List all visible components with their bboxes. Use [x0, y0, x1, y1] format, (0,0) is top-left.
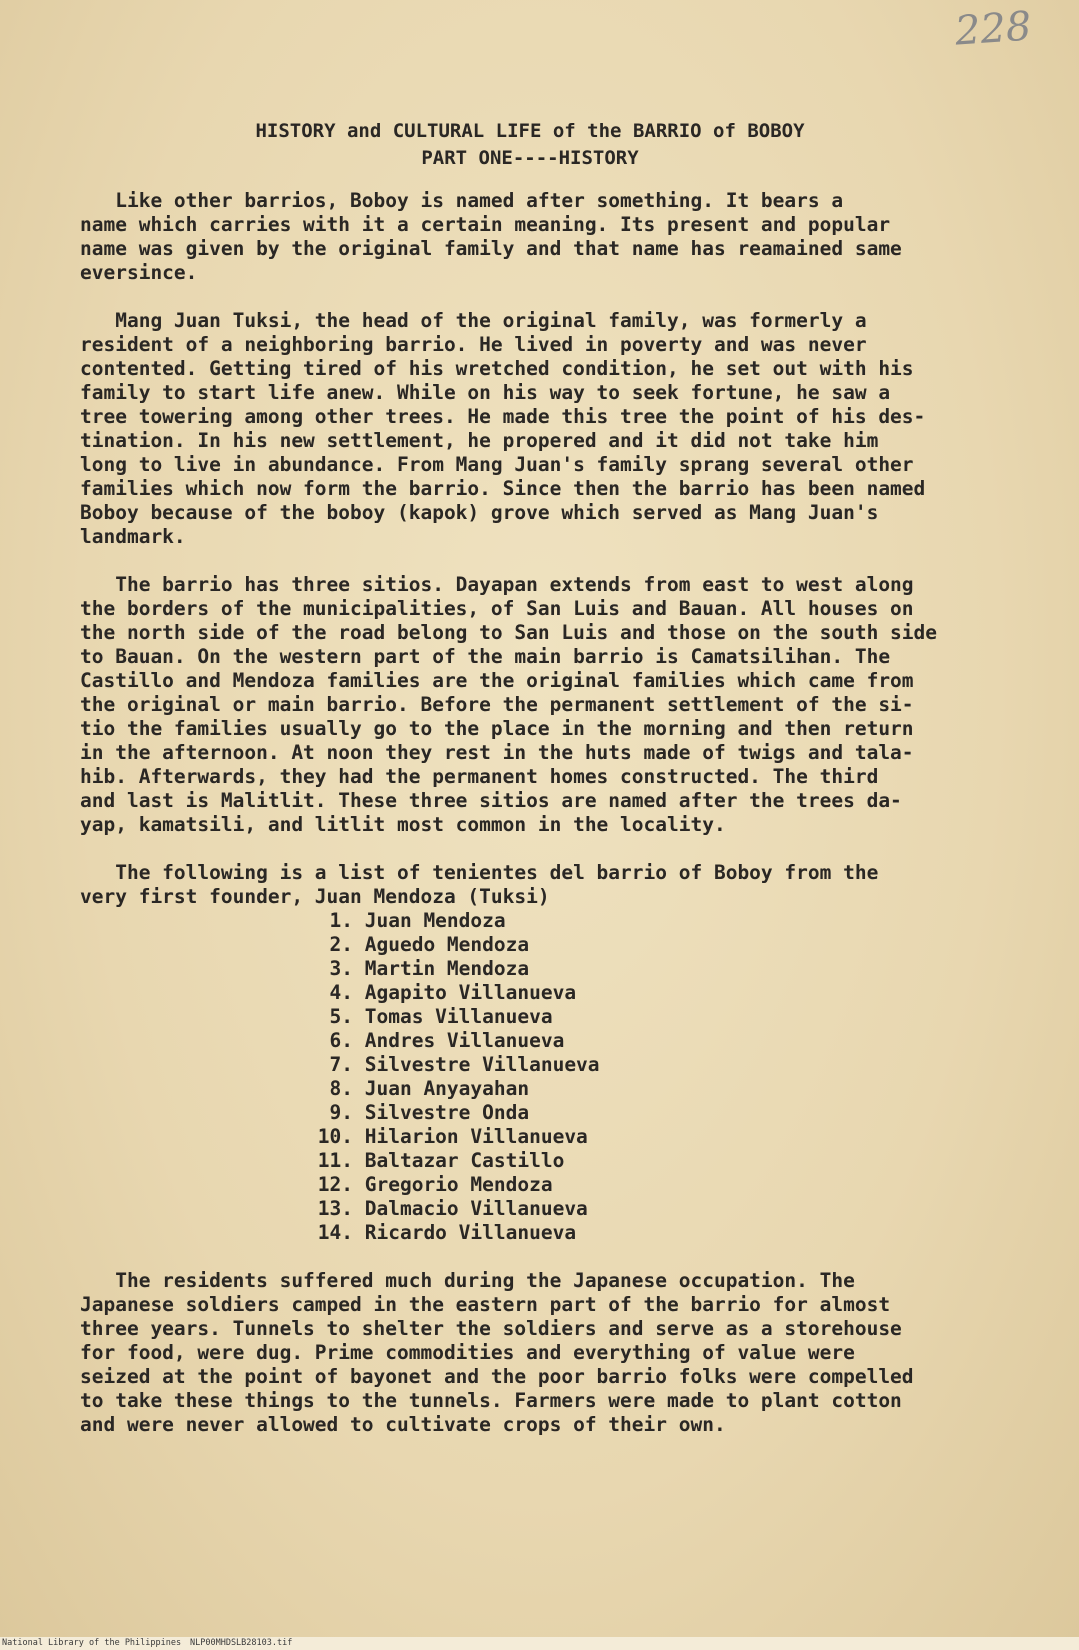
title-line-1: HISTORY and CULTURAL LIFE of the BARRIO of BOBOY — [255, 120, 805, 142]
list-item-number: 13. — [317, 1197, 353, 1220]
list-item-number: 12. — [317, 1173, 353, 1196]
list-item-number: 2. — [329, 933, 353, 956]
tenientes-list — [80, 909, 1020, 1245]
list-item-name: Martin Mendoza — [353, 957, 530, 980]
list-item-number: 3. — [329, 957, 353, 980]
list-item-name: Ricardo Villanueva — [353, 1221, 577, 1244]
list-item-name: Agapito Villanueva — [353, 981, 577, 1004]
list-item — [311, 981, 1020, 1005]
list-item — [311, 1125, 1020, 1149]
list-item-name: Silvestre Villanueva — [353, 1053, 600, 1076]
list-item — [311, 933, 1020, 957]
list-item-name: Juan Mendoza — [353, 909, 506, 932]
list-item — [311, 1149, 1020, 1173]
list-item-number: 11. — [317, 1149, 353, 1172]
list-item-number: 8. — [329, 1077, 353, 1100]
list-item-name: Silvestre Onda — [353, 1101, 530, 1124]
list-item-number: 1. — [329, 909, 353, 932]
list-item — [311, 1173, 1020, 1197]
list-item-number: 5. — [329, 1005, 353, 1028]
list-item-name: Baltazar Castillo — [353, 1149, 565, 1172]
list-item-name: Gregorio Mendoza — [353, 1173, 553, 1196]
list-item-number: 7. — [329, 1053, 353, 1076]
paragraph-tenientes-intro: The following is a list of tenientes del barrio of Boboy from the very first founder, Juan Mendoza (Tuksi) — [80, 861, 879, 908]
document-body — [80, 189, 1020, 1461]
list-item — [311, 1101, 1020, 1125]
list-item-number: 4. — [329, 981, 353, 1004]
list-item-name: Juan Anyayahan — [353, 1077, 530, 1100]
document-title — [120, 118, 940, 172]
list-item — [311, 1221, 1020, 1245]
list-item-number: 6. — [329, 1029, 353, 1052]
list-item-number: 10. — [317, 1125, 353, 1148]
list-item-name: Hilarion Villanueva — [353, 1125, 588, 1148]
footer-file-name: NLP00MHDSLB28103.tif — [190, 1638, 293, 1648]
paragraph-sitios: The barrio has three sitios. Dayapan extends from east to west along the borders of the municipalities, of San Luis and Bauan. All houses on the north side of the road belong to San Luis and those on the south side to Bauan. On the western part of the main barrio is Camatsilihan. The Castillo and Mendoza families are the original families which came from the original or main barrio. Before the permanent settlement of the si- tio the families usually go to the place in the morning and then return in the afternoon. At noon they rest in the huts made of twigs and tala- hib. Afterwards, they had the permanent homes constructed. The third and last is Malitlit. These three sitios are named after the trees da- yap, kamatsili, and litlit most common in the locality. — [80, 573, 938, 836]
list-item — [311, 909, 1020, 933]
list-item — [311, 1077, 1020, 1101]
list-item-name: Dalmacio Villanueva — [353, 1197, 588, 1220]
list-item — [311, 1053, 1020, 1077]
list-item — [311, 1197, 1020, 1221]
archive-footer — [0, 1637, 1079, 1650]
list-item-name: Tomas Villanueva — [353, 1005, 553, 1028]
handwritten-page-number: 228 — [953, 3, 1033, 55]
paragraph-japanese-occupation: The residents suffered much during the Japanese occupation. The Japanese soldiers camped in the eastern part of the barrio for almost three years. Tunnels to shelter the soldiers and serve as a storehouse for food, were dug. Prime commodities and everything of value were seized at the point of bayonet and the poor barrio folks were compelled to take these things to the tunnels. Farmers were made to plant cotton and were never allowed to cultivate crops of their own. — [80, 1269, 914, 1436]
list-item-name: Andres Villanueva — [353, 1029, 565, 1052]
title-line-2: PART ONE----HISTORY — [421, 147, 639, 169]
list-item-number: 14. — [317, 1221, 353, 1244]
list-item — [311, 1005, 1020, 1029]
list-item-name: Aguedo Mendoza — [353, 933, 530, 956]
paragraph-mang-juan-tuksi: Mang Juan Tuksi, the head of the original family, was formerly a resident of a neighboring barrio. He lived in poverty and was never contented. Getting tired of his wretched condition, he set out with his family to start life anew. While on his way to seek fortune, he saw a tree towering among other trees. He made this tree the point of his des- tination. In his new settlement, he propered and it did not take him long to live in abundance. From Mang Juan's family sprang several other families which now form the barrio. Since then the barrio has been named Boboy because of the boboy (kapok) grove which served as Mang Juan's landmark. — [80, 309, 926, 548]
footer-library-name: National Library of the Philippines — [2, 1638, 182, 1648]
paragraph-origin-of-name: Like other barrios, Boboy is named after something. It bears a name which carries with it a certain meaning. Its present and popular name was given by the original family and that name has reamained same eversince. — [80, 189, 902, 284]
list-item — [311, 1029, 1020, 1053]
list-item-number: 9. — [329, 1101, 353, 1124]
list-item — [311, 957, 1020, 981]
